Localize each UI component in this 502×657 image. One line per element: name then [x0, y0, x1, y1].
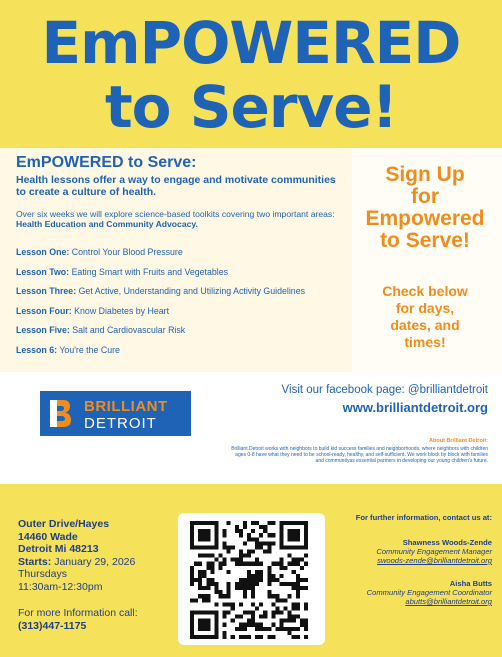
lesson-item — [16, 247, 346, 267]
lesson-item — [16, 306, 346, 326]
contact-name: Shawness Woods-Zende — [402, 538, 492, 547]
brilliant-detroit-logo — [40, 391, 191, 436]
lesson-title: Know Diabetes by Heart — [74, 305, 170, 316]
signup-line-2: for — [411, 185, 439, 208]
starts-date: January 29, 2026 — [54, 555, 136, 568]
website-link[interactable]: www.brilliantdetroit.org — [342, 400, 488, 415]
lesson-label: Lesson One: — [16, 247, 70, 257]
facebook-text: Visit our facebook page: @brilliantdetroit — [281, 384, 488, 396]
signup-heading — [352, 164, 498, 252]
contact-role: Community Engagement Manager — [376, 547, 492, 556]
signup-line-1: Sign Up — [385, 163, 465, 186]
call-info — [18, 607, 138, 632]
phone-number[interactable]: (313)447-1175 — [18, 619, 87, 632]
qr-code-icon[interactable] — [189, 521, 309, 639]
intro-areas-focus: Health Education and Community Advocacy. — [16, 219, 198, 229]
lesson-title: Eating Smart with Fruits and Vegetables — [71, 266, 229, 277]
event-time: 11:30am-12:30pm — [18, 580, 103, 593]
logo-word-2: DETROIT — [84, 415, 157, 432]
lesson-label: Lesson Four: — [16, 305, 72, 316]
contact-email[interactable]: swoods-zende@brilliantdetroit.org — [377, 556, 492, 565]
event-details — [18, 518, 135, 593]
intro-title: EmPOWERED to Serve: — [16, 154, 197, 171]
lesson-item — [16, 267, 346, 287]
contact-name: Aisha Butts — [449, 579, 492, 588]
signup-line-4: to Serve! — [380, 229, 470, 252]
intro-text: Health lessons offer a way to engage and motivate communities to create a culture of health. — [16, 174, 336, 198]
lesson-title: You're the Cure — [59, 344, 120, 355]
headline-line-1: EmPOWERED — [41, 9, 461, 77]
event-street: 14460 Wade — [18, 530, 78, 543]
event-location: Outer Drive/Hayes — [18, 518, 110, 530]
starts-label: Starts: — [18, 555, 52, 568]
contact-role: Community Engagement Coordinator — [366, 588, 492, 597]
lesson-item — [16, 325, 346, 345]
lesson-title: Salt and Cardiovascular Risk — [72, 325, 186, 335]
check-line-4: times! — [404, 334, 446, 350]
check-below-note — [352, 283, 498, 351]
lesson-label: Lesson 6: — [16, 344, 58, 355]
event-city: Detroit Mi 48213 — [18, 543, 99, 555]
about-text: Brilliant Detroit works with neighbors to build kid success families and neighborhoods, where neighbors with children ages 0-8 have what they need to be school-ready, healthy, and self-sufficient. We work block by block with families and communityas essential partners in developing our young children's future. — [231, 446, 488, 465]
lesson-title: Get Active, Understanding and Utilizing Activity Guidelines — [78, 286, 305, 296]
contact-email[interactable]: abutts@brilliantdetroit.org — [405, 597, 492, 606]
lesson-label: Lesson Three: — [16, 286, 77, 296]
event-day: Thursdays — [18, 568, 68, 580]
logo-b-icon — [50, 400, 72, 427]
check-line-3: dates, and — [390, 317, 460, 333]
check-line-2: for days, — [395, 300, 455, 316]
contact-block — [340, 513, 492, 620]
signup-line-3: Empowered — [365, 207, 485, 230]
intro-areas-text: Over six weeks we will explore science-based toolkits covering two important areas: — [16, 209, 335, 219]
lesson-label: Lesson Five: — [16, 325, 70, 335]
about-title: About Brilliant Detroit: — [429, 438, 488, 444]
lesson-list — [16, 247, 346, 364]
contact-title: For further information, contact us at: — [355, 513, 492, 522]
call-label: For more Information call: — [18, 607, 138, 619]
check-line-1: Check below — [382, 283, 468, 299]
intro-areas — [16, 209, 346, 229]
headline-line-2: to Serve! — [104, 73, 398, 141]
lesson-label: Lesson Two: — [16, 266, 70, 277]
lesson-item — [16, 345, 346, 365]
logo-word-1: BRILLIANT — [84, 398, 168, 415]
lesson-title: Control Your Blood Pressure — [71, 247, 183, 257]
lesson-item — [16, 286, 346, 306]
